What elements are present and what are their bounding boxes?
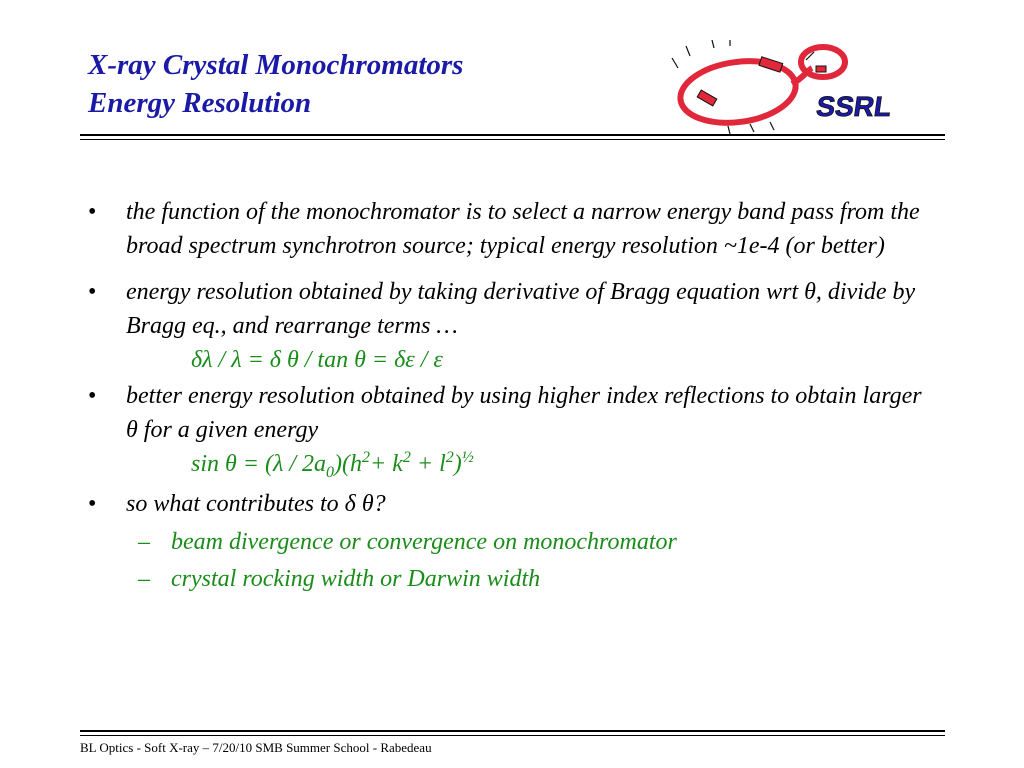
title-line-1: X-ray Crystal Monochromators bbox=[88, 49, 464, 81]
sub-bullet-item bbox=[88, 562, 938, 596]
title-line-2: Energy Resolution bbox=[88, 87, 312, 119]
bullet-marker: • bbox=[88, 199, 97, 225]
bragg-derivative-equation: δλ / λ = δ θ / tan θ = δε / ε bbox=[191, 347, 443, 373]
slide-body bbox=[88, 195, 938, 599]
bullet-item bbox=[88, 379, 938, 447]
eq-part: ) bbox=[453, 451, 462, 477]
sub-bullet-text: crystal rocking width or Darwin width bbox=[171, 566, 541, 592]
bragg-angle-equation bbox=[88, 447, 938, 481]
eq-part: sin θ = (λ / 2a bbox=[191, 451, 327, 477]
eq-superscript: 2 bbox=[445, 449, 454, 466]
eq-superscript: 2 bbox=[402, 449, 411, 466]
bullet-marker: • bbox=[88, 279, 97, 305]
eq-subscript: 0 bbox=[326, 463, 335, 481]
sub-bullet-marker: – bbox=[138, 529, 150, 555]
bullet-text: the function of the monochromator is to select a narrow energy band pass from the broad spectrum synchrotron source; typical energy resolution ~1e-4 (or better) bbox=[126, 199, 920, 259]
logo-text: SSRL bbox=[814, 91, 894, 122]
bullet-text: energy resolution obtained by taking derivative of Bragg equation wrt θ, divide by Bragg eq., and rearrange terms … bbox=[126, 279, 916, 339]
bullet-marker: • bbox=[88, 383, 97, 409]
bullet-item bbox=[88, 275, 938, 343]
footer-rule-thick bbox=[80, 730, 945, 732]
eq-part: )(h bbox=[334, 451, 363, 477]
header-rule-thin bbox=[80, 139, 945, 140]
slide-title bbox=[88, 46, 463, 122]
eq-superscript: ½ bbox=[461, 449, 474, 466]
bullet-item bbox=[88, 487, 938, 521]
slide-footer: BL Optics - Soft X-ray – 7/20/10 SMB Summer School - Rabedeau bbox=[80, 740, 432, 755]
footer-rule-thin bbox=[80, 735, 945, 736]
sub-bullet-item bbox=[88, 525, 938, 559]
bullet-marker: • bbox=[88, 491, 97, 517]
bullet-item bbox=[88, 195, 938, 263]
sub-bullet-text: beam divergence or convergence on monochromator bbox=[171, 529, 677, 555]
ssrl-logo bbox=[668, 40, 930, 136]
eq-part: + l bbox=[410, 451, 446, 477]
sub-bullet-marker: – bbox=[138, 566, 150, 592]
bullet-text: so what contributes to δ θ? bbox=[126, 491, 386, 517]
eq-part: + k bbox=[370, 451, 403, 477]
eq-superscript: 2 bbox=[362, 449, 371, 466]
bullet-text: better energy resolution obtained by using higher index reflections to obtain larger θ for a given energy bbox=[126, 383, 922, 443]
header-rule-thick bbox=[80, 134, 945, 136]
